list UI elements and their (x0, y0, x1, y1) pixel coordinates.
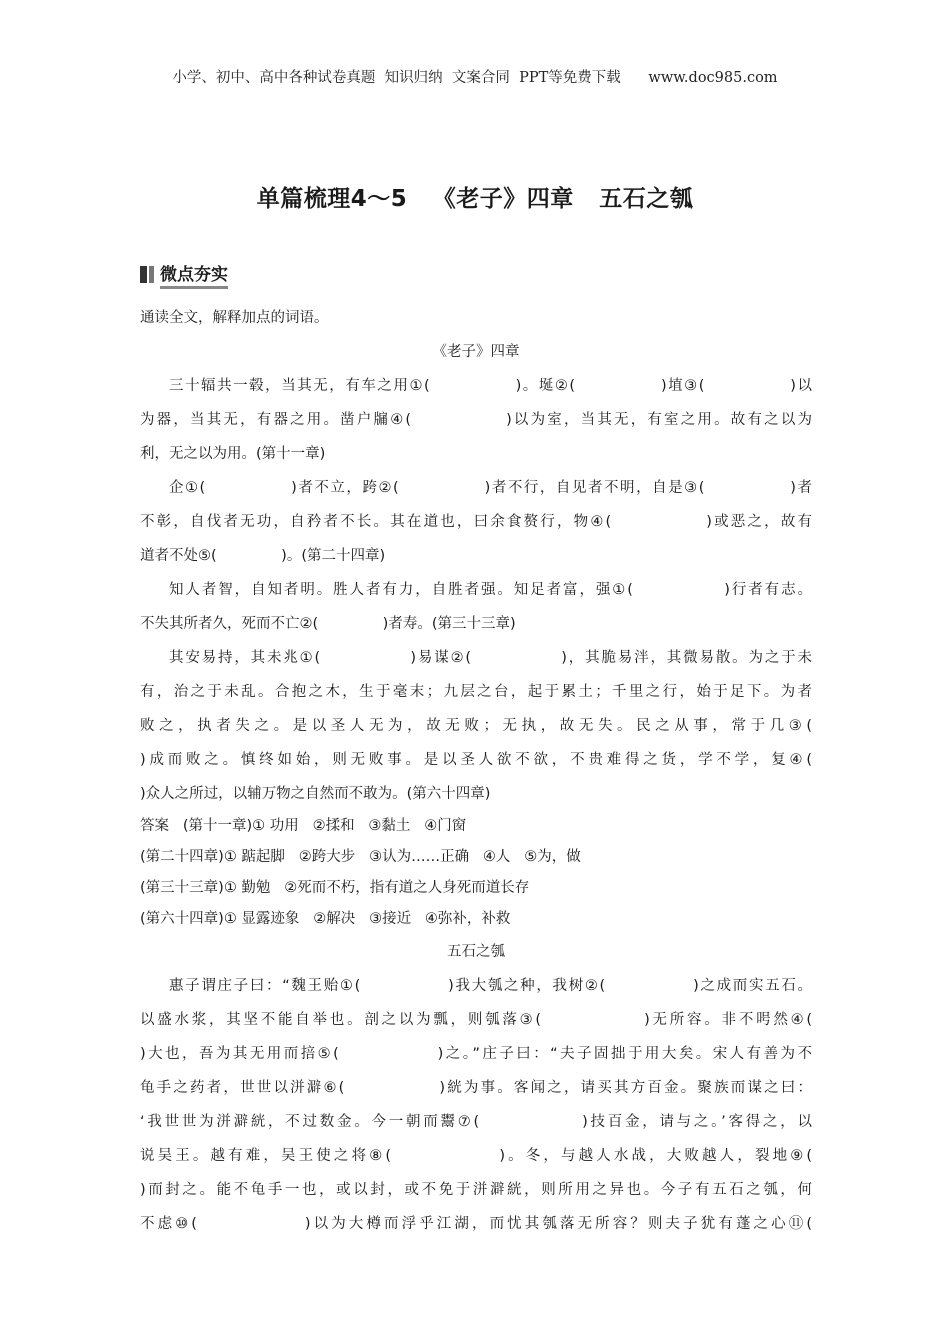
laozi-line: 三十辐共一毂，当其无，有车之用①( )。埏②( )埴③( )以 (169, 378, 812, 394)
wushi-line: 以盛水浆，其坚不能自举也。剖之以为瓢，则瓠落③( )无所容。非不呺然④( (140, 1012, 812, 1028)
laozi-line: 知人者智，自知者明。胜人者有力，自胜者强。知足者富，强①( )行者有志。 (169, 582, 812, 598)
laozi-line: )成而败之。慎终如始，则无败事。是以圣人欲不欲，不贵难得之货，学不学，复④( (140, 752, 812, 768)
wushi-line: )而封之。能不龟手一也，或以封，或不免于洴澼絖，则所用之异也。今子有五石之瓠，何 (140, 1182, 812, 1198)
wushi-line: 说吴王。越有难，吴王使之将⑧( )。冬，与越人水战，大败越人，裂地⑨( (140, 1148, 812, 1164)
wushi-line: 不虑⑩( )以为大樽而浮乎江湖，而忧其瓠落无所容？则夫子犹有蓬之心⑪( (140, 1216, 812, 1232)
answer-line: (第二十四章)① 踮起脚 ②跨大步 ③认为……正确 ④人 ⑤为，做 (140, 849, 581, 865)
laozi-line: 其安易持，其未兆①( )易谋②( )，其脆易泮，其微易散。为之于未 (169, 650, 812, 666)
answer-line: 答案 (第十一章)① 功用 ②揉和 ③黏土 ④门窗 (140, 818, 467, 834)
laozi-line: 不失其所者久，死而不亡②( )者寿。(第三十三章) (140, 616, 516, 632)
section-heading (140, 262, 228, 286)
wushi-line: 龟手之药者，世世以洴澼⑥( )絖为事。客闻之，请买其方百金。聚族而谋之曰： (140, 1080, 812, 1096)
document-body (140, 301, 812, 1241)
answer-line: (第三十三章)① 勤勉 ②死而不朽，指有道之人身死而道长存 (140, 880, 530, 896)
laozi-line: 败之，执者失之。是以圣人无为，故无败；无执，故无失。民之从事，常于几③( (140, 718, 812, 734)
page-title: 单篇梳理4～5 《老子》四章 五石之瓠 (256, 186, 694, 212)
wushi-heading: 五石之瓠 (447, 944, 505, 960)
laozi-line: 道者不处⑤( )。(第二十四章) (140, 548, 386, 564)
laozi-line: 为器，当其无，有器之用。凿户牖④( )以为室，当其无，有室之用。故有之以为 (140, 412, 812, 428)
laozi-line: )众人之所过，以辅万物之自然而不敢为。(第六十四章) (140, 786, 491, 802)
section-marker-icon (140, 266, 154, 283)
laozi-line: 利，无之以为用。(第十一章) (140, 446, 326, 462)
wushi-line: )大也，吾为其无用而掊⑤( )之。”庄子曰：“夫子固拙于用大矣。宋人有善为不 (140, 1046, 812, 1062)
laozi-line: 企①( )者不立，跨②( )者不行，自见者不明，自是③( )者 (169, 480, 812, 496)
section-title: 微点夯实 (160, 260, 228, 289)
laozi-line: 有，治之于未乱。合抱之木，生于毫末；九层之台，起于累土；千里之行，始于足下。为者 (140, 684, 812, 700)
wushi-line: ‘我世世为洴澼絖，不过数金。今一朝而鬻⑦( )技百金，请与之。’客得之，以 (140, 1114, 812, 1130)
laozi-heading: 《老子》四章 (432, 344, 520, 360)
laozi-line: 不彰，自伐者无功，自矜者不长。其在道也，曰余食赘行，物④( )或恶之，故有 (140, 514, 812, 530)
instruction: 通读全文，解释加点的词语。 (140, 310, 329, 326)
answer-line: (第六十四章)① 显露迹象 ②解决 ③接近 ④弥补，补救 (140, 911, 511, 927)
wushi-line: 惠子谓庄子曰：“魏王贻①( )我大瓠之种，我树②( )之成而实五石。 (169, 978, 812, 994)
page-header: 小学、初中、高中各种试卷真题 知识归纳 文案合同 PPT等免费下载 www.doc985.com (172, 70, 778, 86)
